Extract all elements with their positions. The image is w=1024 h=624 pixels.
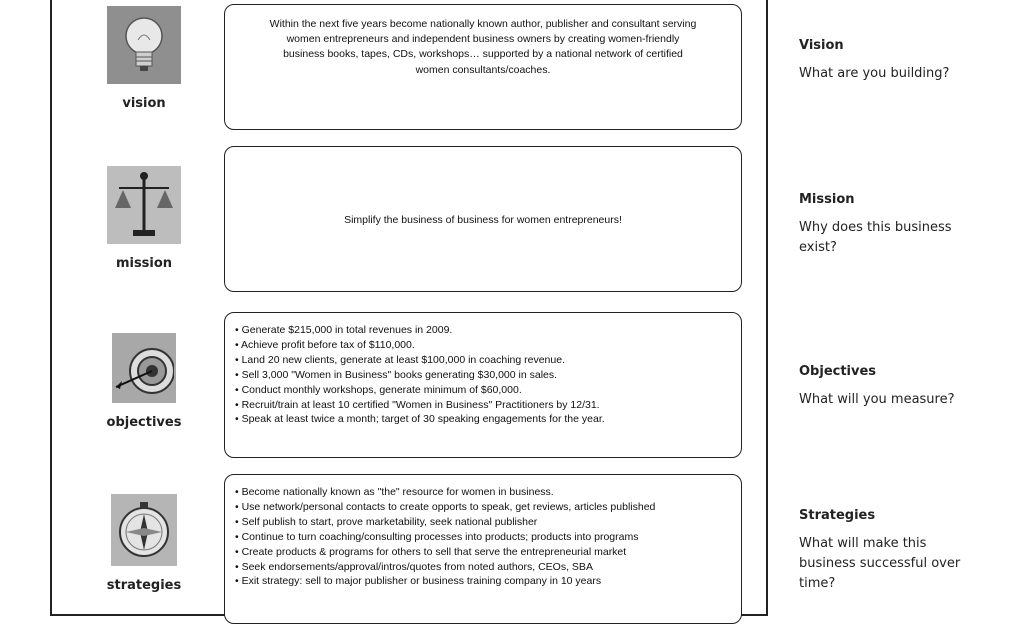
- vision-label: vision: [122, 96, 166, 111]
- mission-text: Simplify the business of business for women entrepreneurs!: [344, 214, 622, 226]
- side-question: Why does this business exist?: [799, 220, 952, 256]
- list-item: • Self publish to start, prove marketability, seek national publisher: [235, 515, 731, 530]
- side-heading: Vision: [799, 38, 844, 53]
- side-heading: Mission: [799, 192, 855, 207]
- objectives-list: [225, 313, 741, 427]
- list-item: • Become nationally known as "the" resource for women in business.: [235, 485, 731, 500]
- strategies-box: [224, 474, 742, 624]
- vision-box: [224, 4, 742, 130]
- side-objectives: [799, 364, 999, 410]
- mission-label: mission: [115, 256, 173, 271]
- list-item: • Land 20 new clients, generate at least $100,000 in coaching revenue.: [235, 353, 731, 368]
- list-item: • Create products & programs for others to sell that serve the entrepreneurial market: [235, 545, 731, 560]
- strategies-label: strategies: [106, 578, 182, 593]
- vision-text: Within the next five years become nationally known author, publisher and consultant serving women entrepreneurs and independent business owners by creating women-friendly business books, tapes, CDs, workshops… supported by a national network of certified women consultants/coaches.: [269, 18, 697, 76]
- list-item: • Generate $215,000 in total revenues in 2009.: [235, 323, 731, 338]
- compass-icon: [111, 494, 177, 566]
- side-heading: Strategies: [799, 508, 876, 523]
- scales-icon: [107, 166, 181, 244]
- list-item: • Continue to turn coaching/consulting processes into products; products into programs: [235, 530, 731, 545]
- side-strategies: [799, 508, 969, 594]
- side-vision: [799, 38, 999, 84]
- objectives-icon-block: [104, 333, 184, 430]
- side-question: What are you building?: [799, 66, 950, 81]
- side-mission: [799, 192, 969, 258]
- vision-icon-block: [104, 6, 184, 111]
- target-icon: [112, 333, 176, 403]
- strategies-icon-block: [104, 494, 184, 593]
- list-item: • Sell 3,000 "Women in Business" books generating $30,000 in sales.: [235, 368, 731, 383]
- list-item: • Recruit/train at least 10 certified "Women in Business" Practitioners by 12/31.: [235, 398, 731, 413]
- objectives-box: [224, 312, 742, 458]
- strategies-list: [225, 475, 741, 589]
- objectives-label: objectives: [106, 415, 182, 430]
- list-item: • Speak at least twice a month; target of 30 speaking engagements for the year.: [235, 412, 731, 427]
- mission-icon-block: [104, 166, 184, 271]
- list-item: • Use network/personal contacts to create opports to speak, get reviews, articles published: [235, 500, 731, 515]
- lightbulb-icon: [107, 6, 181, 84]
- side-heading: Objectives: [799, 364, 877, 379]
- list-item: • Achieve profit before tax of $110,000.: [235, 338, 731, 353]
- list-item: • Conduct monthly workshops, generate minimum of $60,000.: [235, 383, 731, 398]
- list-item: • Exit strategy: sell to major publisher or business training company in 10 years: [235, 574, 731, 589]
- side-question: What will make this business successful over time?: [799, 536, 961, 592]
- mission-box: [224, 146, 742, 292]
- plan-frame: [50, 0, 768, 616]
- list-item: • Seek endorsements/approval/intros/quotes from noted authors, CEOs, SBA: [235, 560, 731, 575]
- side-question: What will you measure?: [799, 392, 955, 407]
